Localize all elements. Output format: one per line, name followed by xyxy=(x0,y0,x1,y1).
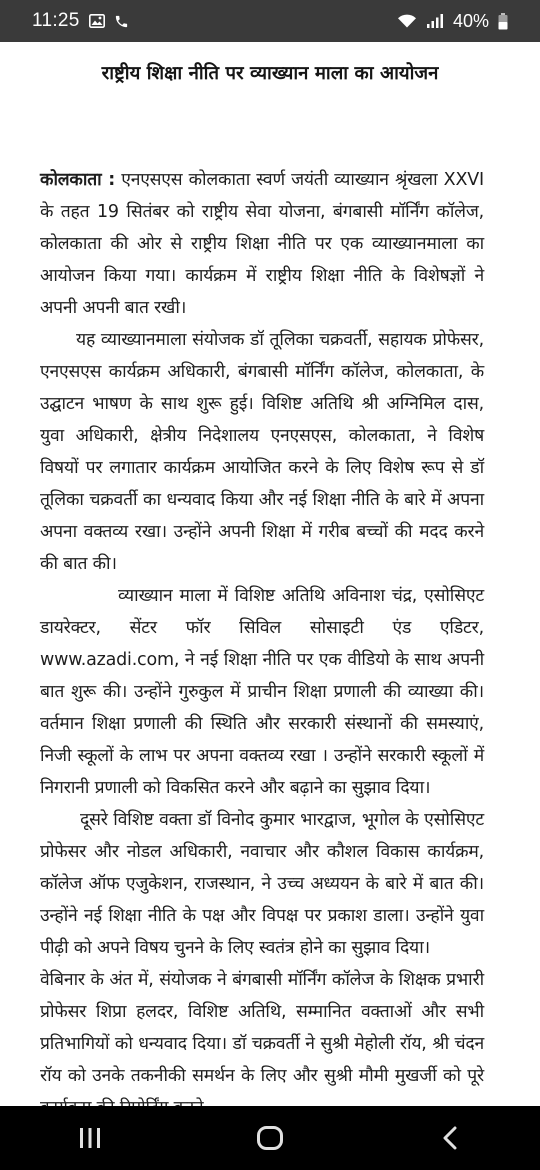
recent-apps-icon[interactable] xyxy=(50,1106,130,1170)
battery-percent: 40% xyxy=(452,10,489,31)
paragraph-5-text: वेबिनार के अंत में, संयोजक ने बंगबासी मॉर्निंग कॉलेज के शिक्षक प्रभारी प्रोफेसर शिप्रा हलदर, विशिष्ट अतिथि, सम्मानित वक्ताओं और सभी प्रतिभागियों को धन्यवाद दिया। डॉ चक्रवर्ती ने सुश्री मेहोली रॉय, श्री चंदन रॉय को उनके तकनीकी समर्थन के लिए और सुश्री मौमी मुखर्जी को पूरे xyxy=(40,970,484,1086)
paragraph-2 xyxy=(40,324,484,580)
paragraph-2-text: यह व्याख्यानमाला संयोजक डॉ तूलिका चक्रवर्ती, सहायक प्रोफेसर, एनएसएस कार्यक्रम अधिकारी, बंगबासी मॉर्निंग कॉलेज, कोलकाता, के उद्घाटन भाषण के साथ शुरू हुई। विशिष्ट अतिथि श्री अग्निमिल दास, युवा अधिकारी, क्षेत्रीय निदेशालय एनएसएस, कोलकाता, ने विशेष विषयों पर लगातार कार्यक्रम आयोजित करने के लिए विशेष रूप से डॉ तूलिका चक्रवर्ती का धन्यवाद किया और नई शिक्षा नीति के बारे में अपना अपना वक्तव्य रखा। उन्होंने अपनी शिक्षा में गरीब बच्चों की मदद करने की बात की। xyxy=(40,330,484,574)
paragraph-3 xyxy=(40,580,484,804)
paragraph-5 xyxy=(40,964,484,1124)
back-icon[interactable] xyxy=(410,1106,490,1170)
article-dateline: कोलकाता : xyxy=(40,170,116,190)
paragraph-4 xyxy=(40,804,484,964)
paragraph-1-text: एनएसएस कोलकाता स्वर्ण जयंती व्याख्यान श्रृंखला XXVI के तहत 19 सितंबर को राष्ट्रीय सेवा योजना, बंगबासी मॉर्निंग कॉलेज, कोलकाता की ओर से राष्ट्रीय शिक्षा नीति पर एक व्याख्यानमाला का आयोजन किया गया। कार्यक्रम में राष्ट्रीय शिक्षा नीति के विशेषज्ञों ने अपनी अपनी बात रखी। xyxy=(40,170,484,318)
article-body xyxy=(40,164,484,1124)
home-icon[interactable] xyxy=(230,1106,310,1170)
phone-icon xyxy=(114,14,129,29)
signal-icon xyxy=(426,13,444,29)
battery-icon xyxy=(498,13,508,30)
image-icon xyxy=(89,14,105,28)
paragraph-4-text: दूसरे विशिष्ट वक्ता डॉ विनोद कुमार भारद्वाज, भूगोल के एसोसिएट प्रोफेसर और नोडल अधिकारी, नवाचार और कौशल विकास कार्यक्रम, कॉलेज ऑफ एजुकेशन, राजस्थान, ने उच्च अध्ययन के बारे में बात की। उन्होंने नई शिक्षा नीति के पक्ष और विपक्ष पर प्रकाश डाला। उन्होंने युवा पीढ़ी को अपने विषय चुनने के लिए स्वतंत्र होने का सुझाव दिया। xyxy=(40,810,484,958)
navigation-bar xyxy=(0,1106,540,1170)
status-time: 11:25 xyxy=(32,10,80,31)
status-left xyxy=(32,10,129,32)
article-page[interactable] xyxy=(0,42,540,1106)
wifi-icon xyxy=(397,13,417,29)
article-title: राष्ट्रीय शिक्षा नीति पर व्याख्यान माला का आयोजन xyxy=(101,63,439,84)
status-right xyxy=(397,11,508,32)
status-bar xyxy=(0,0,540,42)
paragraph-3-text: व्याख्यान माला में विशिष्ट अतिथि अविनाश चंद्र, एसोसिएट डायरेक्टर, सेंटर फॉर सिविल सोसाइटी एंड एडिटर, www.azadi.com, ने नई शिक्षा नीति पर एक वीडियो के साथ अपनी बात शुरू की। उन्होंने गुरुकुल में प्राचीन शिक्षा प्रणाली की व्याख्या की। वर्तमान शिक्षा प्रणाली की स्थिति और सरकारी संस्थानों की समस्याएं, निजी स्कूलों के लाभ पर अपना वक्तव्य रखा । उन्होंने सरकारी स्कूलों में निगरानी प्रणाली को विकसित करने और बढ़ाने का सुझाव दिया। xyxy=(40,586,484,798)
paragraph-1 xyxy=(40,164,484,324)
